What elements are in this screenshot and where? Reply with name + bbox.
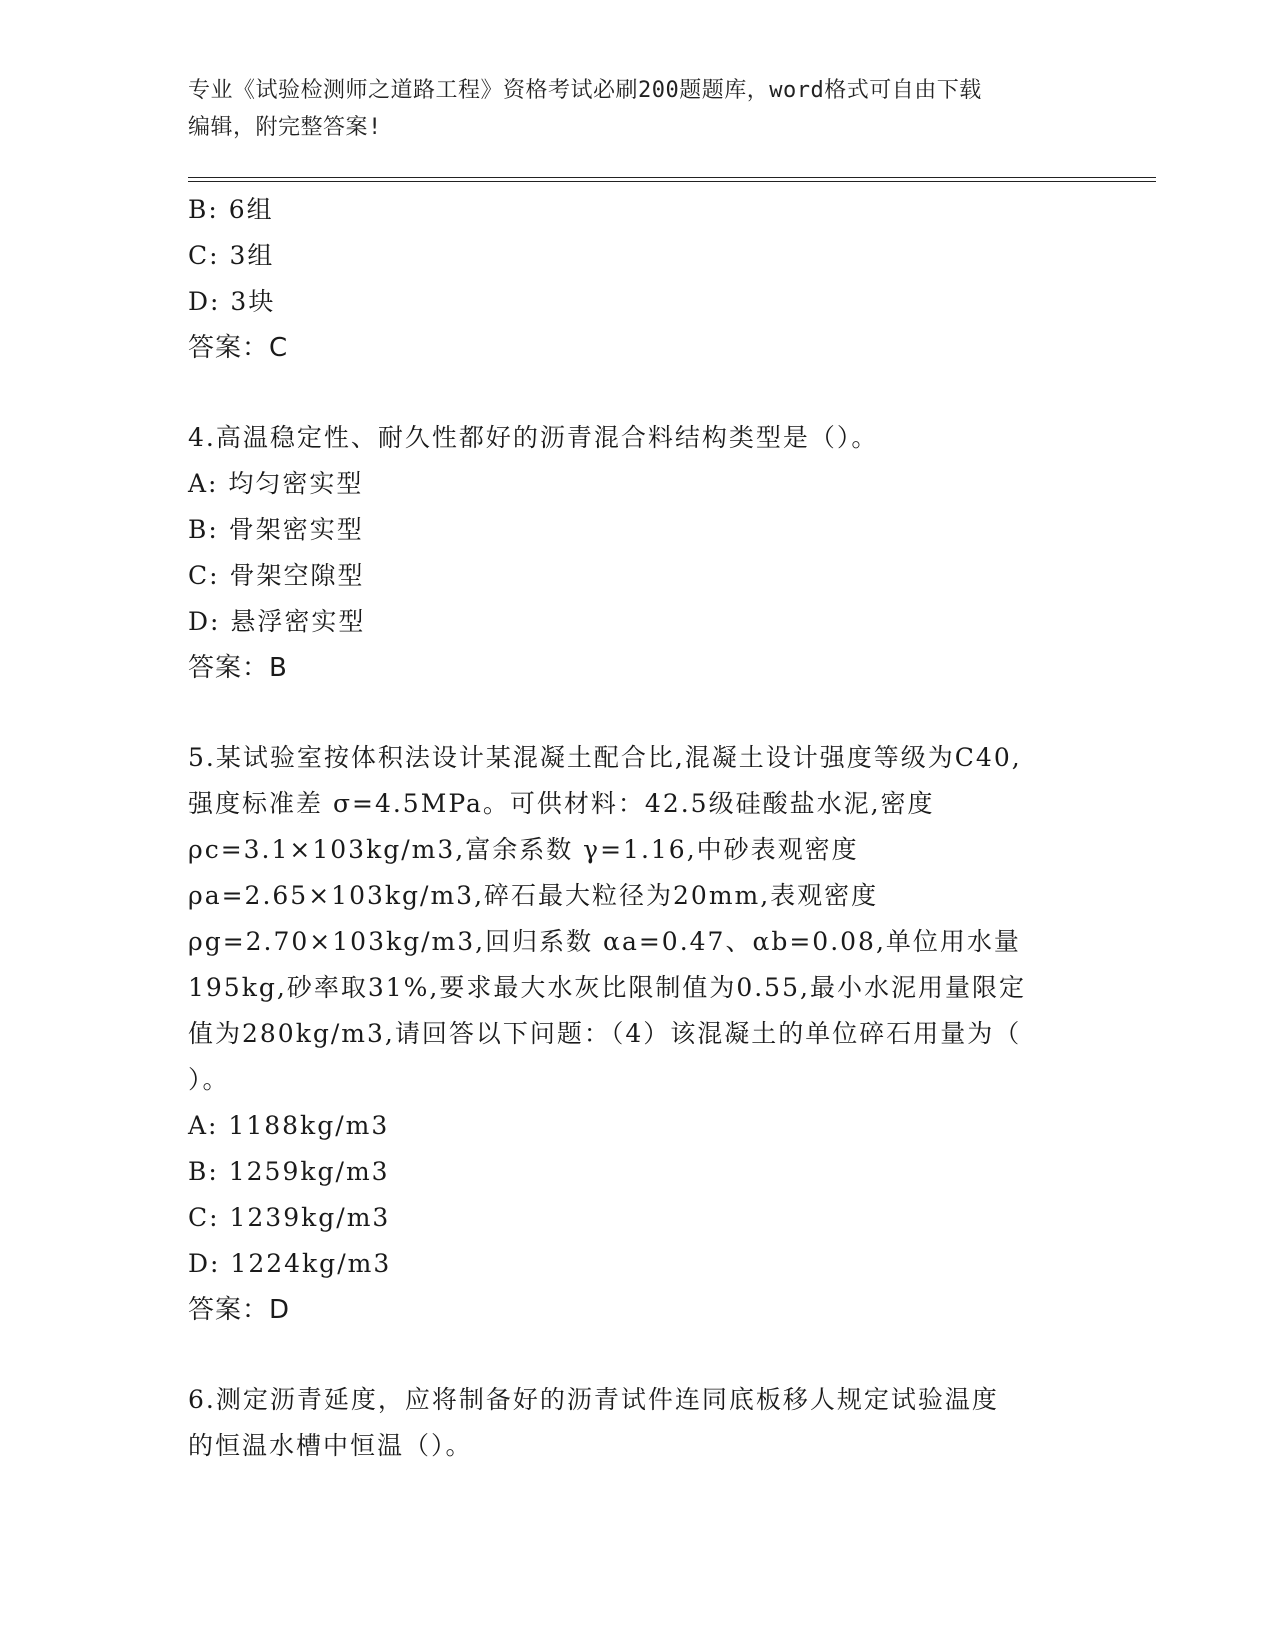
option-d: D: 3块 xyxy=(188,287,276,316)
option-c: C: 骨架空隙型 xyxy=(188,561,365,590)
question-stem-line: ρa=2.65×103kg/m3,碎石最大粒径为20mm,表观密度 xyxy=(188,881,879,910)
question-4 xyxy=(188,415,1088,691)
option-b: B: 骨架密实型 xyxy=(188,515,364,544)
header-title-line-1: 专业《试验检测师之道路工程》资格考试必刷200题题库，word格式可自由下载 xyxy=(188,78,982,103)
question-stem-line: ）。 xyxy=(188,1065,230,1094)
question-stem: 4.高温稳定性、耐久性都好的沥青混合料结构类型是（）。 xyxy=(188,423,879,452)
question-stem-line: 的恒温水槽中恒温（）。 xyxy=(188,1431,473,1460)
option-c: C: 1239kg/m3 xyxy=(188,1203,391,1232)
page-header xyxy=(188,72,1068,146)
option-a: A: 1188kg/m3 xyxy=(188,1111,390,1140)
option-d: D: 1224kg/m3 xyxy=(188,1249,392,1278)
answer-label: 答案：D xyxy=(188,1295,291,1325)
question-stem-line: 6.测定沥青延度，应将制备好的沥青试件连同底板移人规定试验温度 xyxy=(188,1385,999,1414)
question-stem-line: 195kg,砂率取31%,要求最大水灰比限制值为0.55,最小水泥用量限定 xyxy=(188,973,1026,1002)
question-stem-line: ρc=3.1×103kg/m3,富余系数 γ=1.16,中砂表观密度 xyxy=(188,835,859,864)
answer-label: 答案：C xyxy=(188,333,289,363)
question-6 xyxy=(188,1377,1088,1469)
option-c: C: 3组 xyxy=(188,241,275,270)
header-title-line-2: 编辑，附完整答案! xyxy=(188,115,382,140)
option-b: B: 6组 xyxy=(188,195,274,224)
option-d: D: 悬浮密实型 xyxy=(188,607,366,636)
question-stem-line: 强度标准差 σ=4.5MPa。可供材料：42.5级硅酸盐水泥,密度 xyxy=(188,789,935,818)
question-content xyxy=(188,187,1088,1469)
question-5 xyxy=(188,735,1088,1333)
spacer xyxy=(188,691,1088,735)
spacer xyxy=(188,1333,1088,1377)
question-stem-line: ρg=2.70×103kg/m3,回归系数 αa=0.47、αb=0.08,单位用水量 xyxy=(188,927,1021,956)
option-b: B: 1259kg/m3 xyxy=(188,1157,390,1186)
answer-label: 答案：B xyxy=(188,653,288,683)
question-3-tail xyxy=(188,187,1088,371)
question-stem-line: 值为280kg/m3,请回答以下问题：（4）该混凝土的单位碎石用量为（ xyxy=(188,1019,1022,1048)
question-stem-line: 5.某试验室按体积法设计某混凝土配合比,混凝土设计强度等级为C40, xyxy=(188,743,1022,772)
option-a: A: 均匀密实型 xyxy=(188,469,364,498)
spacer xyxy=(188,371,1088,415)
header-divider xyxy=(188,177,1156,182)
